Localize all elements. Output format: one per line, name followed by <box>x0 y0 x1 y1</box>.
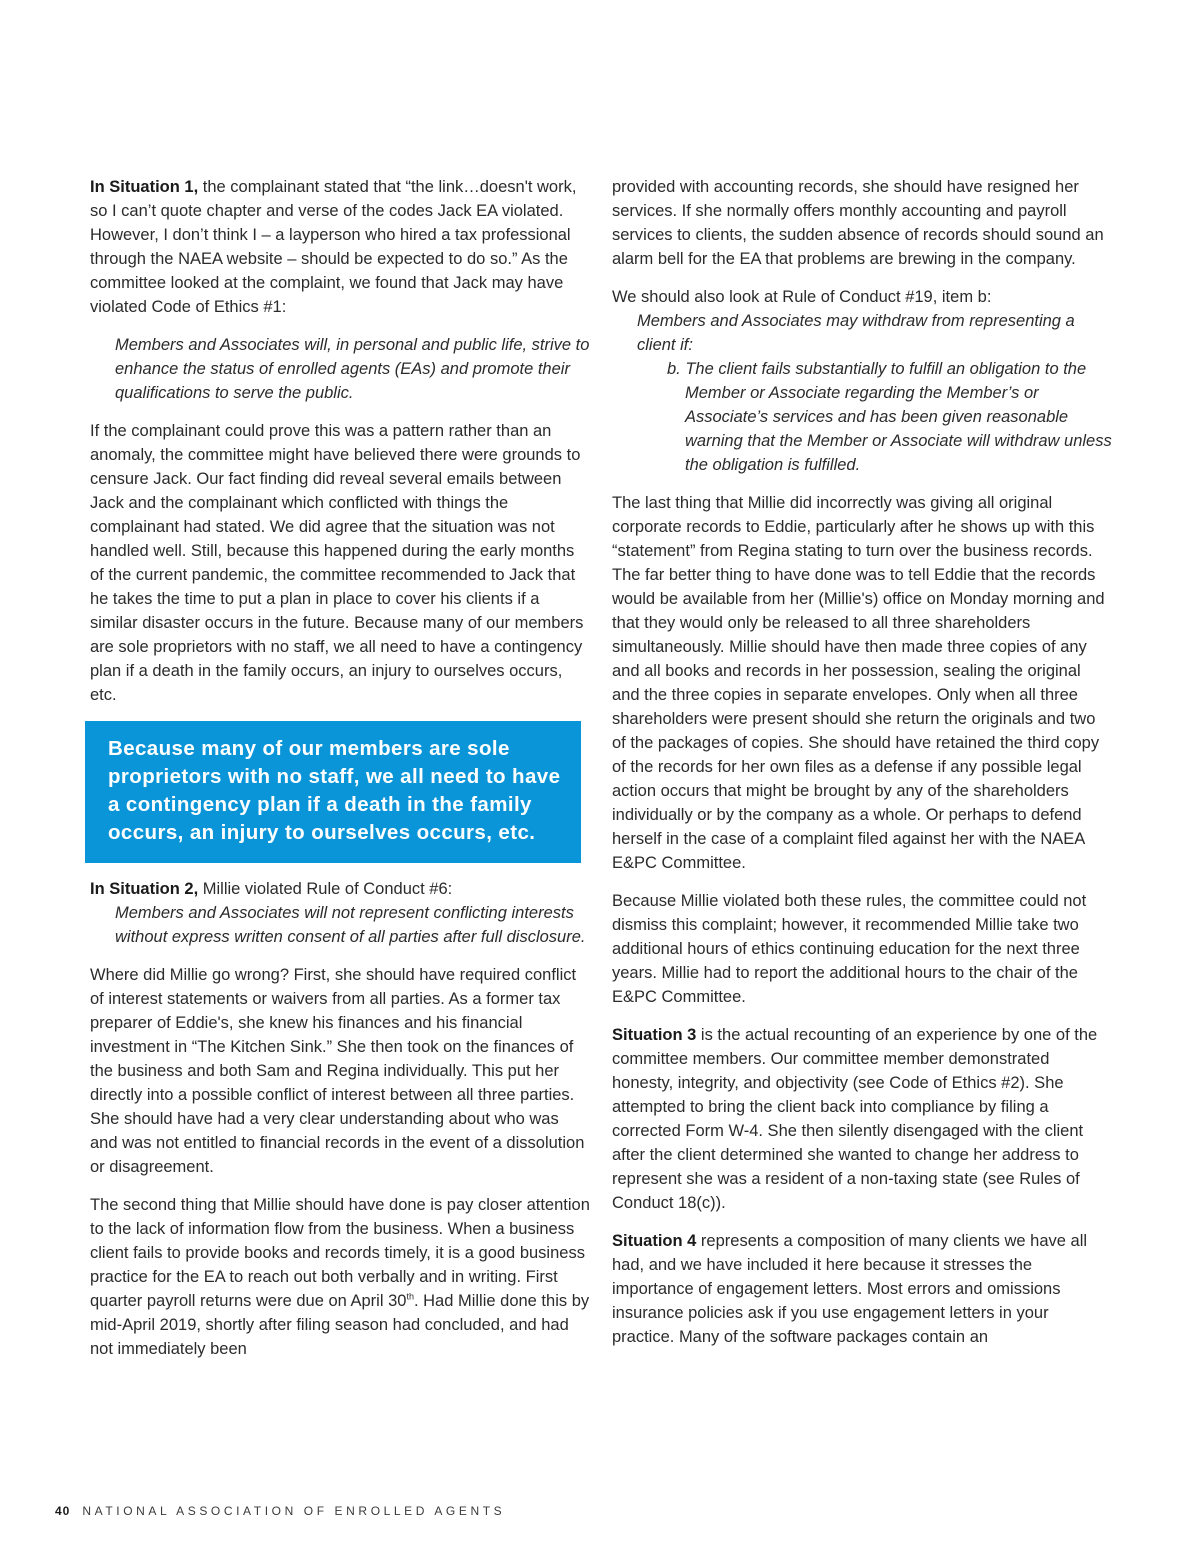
situation-3-lead: Situation 3 <box>612 1026 697 1044</box>
last-thing-paragraph: The last thing that Millie did incorrectly was giving all original corporate records to Eddie, particularly after he shows up with this “statement” from Regina stating to turn over the business records. The far better thing to have done was to tell Eddie that the records would be available from her (Millie's) office on Monday morning and that they would only be released to all three shareholders simultaneously. Millie should have then made three copies of any and all books and records in her possession, sealing the original and the three copies in separate envelopes. Only when all three shareholders were present should she return the originals and two of the packages of copies. She should have retained the third copy of the records for her own files as a defense if any possible legal action occurs that might be brought by any of the shareholders individually or by the company as a whole. Or perhaps to defend herself in the case of a complaint filed against her with the NAEA E&PC Committee. <box>612 494 1105 872</box>
situation-3-text: is the actual recounting of an experience by one of the committee members. Our committee member demonstrated honesty, integrity, and objectivity (see Code of Ethics #2). She attempted to bring the client back into compliance by filing a corrected Form W-4. She then silently disengaged with the client after the client determined she wanted to change her address to represent she was a resident of a non-taxing state (see Rules of Conduct 18(c)). <box>612 1026 1098 1212</box>
situation-1-paragraph <box>90 175 590 319</box>
situation-3-paragraph <box>612 1023 1112 1215</box>
publication-name: NATIONAL ASSOCIATION OF ENROLLED AGENTS <box>82 1504 506 1518</box>
rule-19-intro: We should also look at Rule of Conduct #19, item b: <box>612 288 992 306</box>
situation-4-paragraph <box>612 1229 1112 1349</box>
code-of-ethics-1-quote: Members and Associates will, in personal and public life, strive to enhance the status of enrolled agents (EAs) and promote their qualifications to serve the public. <box>115 336 590 402</box>
continued-paragraph: provided with accounting records, she should have resigned her services. If she normally offers monthly accounting and payroll services to clients, the sudden absence of records should sound an alarm bell for the EA that problems are brewing in the company. <box>612 178 1104 268</box>
situation-4-text: represents a composition of many clients we have all had, and we have included it here because it stresses the importance of engagement letters. Most errors and omissions insurance policies ask if you use engagement letters in your practice. Many of the software packages contain an <box>612 1232 1088 1346</box>
situation-2-paragraph <box>90 877 590 901</box>
situation-2-text: Millie violated Rule of Conduct #6: <box>198 880 453 898</box>
situation-2-lead: In Situation 2, <box>90 880 199 898</box>
pull-quote-callout: Because many of our members are sole proprietors with no staff, we all need to have a contingency plan if a death in the family occurs, an injury to ourselves occurs, etc. <box>85 721 581 863</box>
rule-19-quote-intro: Members and Associates may withdraw from representing a client if: <box>637 312 1075 354</box>
situation-1-lead: In Situation 1, <box>90 178 199 196</box>
situation-4-lead: Situation 4 <box>612 1232 697 1250</box>
rule-of-conduct-6-quote: Members and Associates will not represent conflicting interests without express written consent of all parties after full disclosure. <box>115 904 586 946</box>
ordinal-superscript: th <box>406 1291 414 1302</box>
second-thing-paragraph <box>90 1193 590 1361</box>
second-thing-text-b: . Had Millie done this by mid-April 2019, shortly after filing season had concluded, and had not immediately been <box>90 1292 590 1358</box>
page-number: 40 <box>55 1504 71 1518</box>
outcome-paragraph: Because Millie violated both these rules, the committee could not dismiss this complaint; however, it recommended Millie take two additional hours of ethics continuing education for the next three years. Millie had to report the additional hours to the chair of the E&PC Committee. <box>612 892 1087 1006</box>
rule-19-quote-item-b: b. The client fails substantially to fulfill an obligation to the Member or Associate regarding the Member’s or Associate’s services and has been given reasonable warning that the Member or Associate will withdraw unless the obligation is fulfilled. <box>667 360 1112 474</box>
right-column <box>612 175 1112 1363</box>
left-column <box>90 175 590 1375</box>
situation-1-text: the complainant stated that “the link…doesn't work, so I can’t quote chapter and verse of the codes Jack EA violated. However, I don’t think I – a layperson who hired a tax professional through the NAEA website – should be expected to do so.” As the committee looked at the complaint, we found that Jack may have violated Code of Ethics #1: <box>90 178 577 316</box>
second-thing-text-a: The second thing that Millie should have done is pay closer attention to the lack of information flow from the business. When a business client fails to provide books and records timely, it is a good business practice for the EA to reach out both verbally and in writing. First quarter payroll returns were due on April 30 <box>90 1196 590 1310</box>
pattern-paragraph: If the complainant could prove this was a pattern rather than an anomaly, the committee might have believed there were grounds to censure Jack. Our fact finding did reveal several emails between Jack and the complainant which conflicted with things the complainant had stated. We did agree that the situation was not handled well. Still, because this happened during the early months of the current pandemic, the committee recommended to Jack that he takes the time to put a plan in place to cover his clients if a similar disaster occurs in the future. Because many of our members are sole proprietors with no staff, we all need to have a contingency plan if a death in the family occurs, an injury to ourselves occurs, etc. <box>90 422 584 704</box>
millie-wrong-paragraph: Where did Millie go wrong? First, she should have required conflict of interest statements or waivers from all parties. As a former tax preparer of Eddie's, she knew his finances and his financial investment in “The Kitchen Sink.” She then took on the finances of the business and both Sam and Regina individually. This put her directly into a possible conflict of interest between all three parties. She should have had a very clear understanding about who was and was not entitled to financial records in the event of a dissolution or disagreement. <box>90 966 585 1176</box>
page-footer <box>55 1504 505 1518</box>
